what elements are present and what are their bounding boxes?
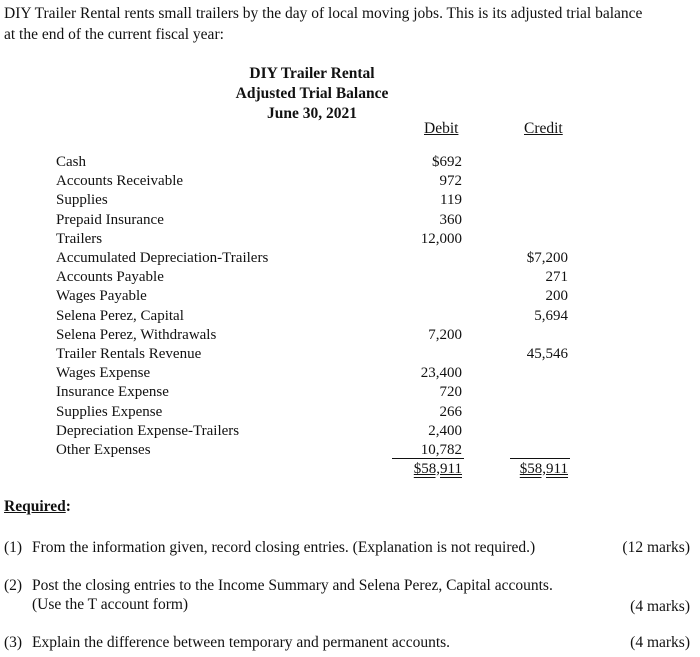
task-1 [4,538,535,557]
task-2-marks: (4 marks) [630,598,690,615]
problem-intro [4,3,694,45]
task-text: Post the closing entries to the Income Summary and Selena Perez, Capital accounts. [32,577,553,594]
required-heading [4,498,71,516]
debit-column-header: Debit [424,120,459,137]
account-name: Prepaid Insurance [56,211,164,228]
account-name: Trailer Rentals Revenue [56,346,202,362]
credit-amount: $7,200 [526,250,568,266]
account-name: Accounts Payable [56,269,164,286]
credit-amount: 5,694 [534,307,568,324]
intro-line-2: at the end of the current fiscal year: [4,26,224,43]
account-name: Wages Expense [56,365,151,382]
account-name: Supplies Expense [56,403,163,420]
task-number: (1) [4,539,23,556]
credit-subtotal-rule [510,458,570,459]
task-2-note: (Use the T account form) [32,596,189,613]
report-date: June 30, 2021 [267,105,357,122]
report-title: Adjusted Trial Balance [235,85,389,102]
debit-amount: 360 [439,211,462,228]
debit-amount: 720 [439,384,462,401]
task-3 [4,633,450,652]
task-number: (3) [4,634,23,651]
account-name: Selena Perez, Withdrawals [56,326,217,343]
task-1-marks: (12 marks) [622,539,690,556]
credit-column-header: Credit [524,120,563,137]
debit-amount: 2,400 [428,422,462,439]
account-name: Depreciation Expense-Trailers [56,422,240,439]
debit-amount: 7,200 [428,326,462,343]
debit-subtotal-rule [392,458,464,459]
task-2 [4,576,553,595]
company-name: DIY Trailer Rental [249,65,375,82]
account-name: Insurance Expense [56,384,169,401]
debit-total: $58,911 [413,461,462,477]
account-name: Accumulated Depreciation-Trailers [56,250,269,266]
credit-total: $58,911 [519,461,568,477]
account-name: Cash [56,154,86,170]
account-name: Other Expenses [56,442,151,458]
account-name: Wages Payable [56,288,147,305]
credit-amount: 45,546 [526,346,568,362]
required-label: Required [4,498,66,515]
account-name: Supplies [56,192,108,209]
task-3-marks: (4 marks) [630,634,690,651]
debit-amount: $692 [432,154,462,170]
task-text: Explain the difference between temporary and permanent accounts. [32,634,451,651]
required-colon: : [65,498,71,515]
task-text: From the information given, record closing entries. (Explanation is not required.) [32,539,536,556]
account-name: Accounts Receivable [56,173,184,190]
credit-amount: 271 [545,269,568,286]
debit-amount: 12,000 [420,230,462,247]
account-name: Selena Perez, Capital [56,307,184,324]
debit-amount: 23,400 [420,365,462,382]
debit-amount: 10,782 [420,442,462,458]
debit-amount: 119 [440,192,462,209]
debit-amount: 266 [439,403,462,420]
debit-amount: 972 [439,173,462,190]
intro-line-1: DIY Trailer Rental rents small trailers by the day of local moving jobs. This is its adjusted trial balance [4,5,643,22]
task-number: (2) [4,577,23,594]
statement-heading [212,64,412,124]
credit-amount: 200 [545,288,568,305]
account-name: Trailers [56,230,103,247]
